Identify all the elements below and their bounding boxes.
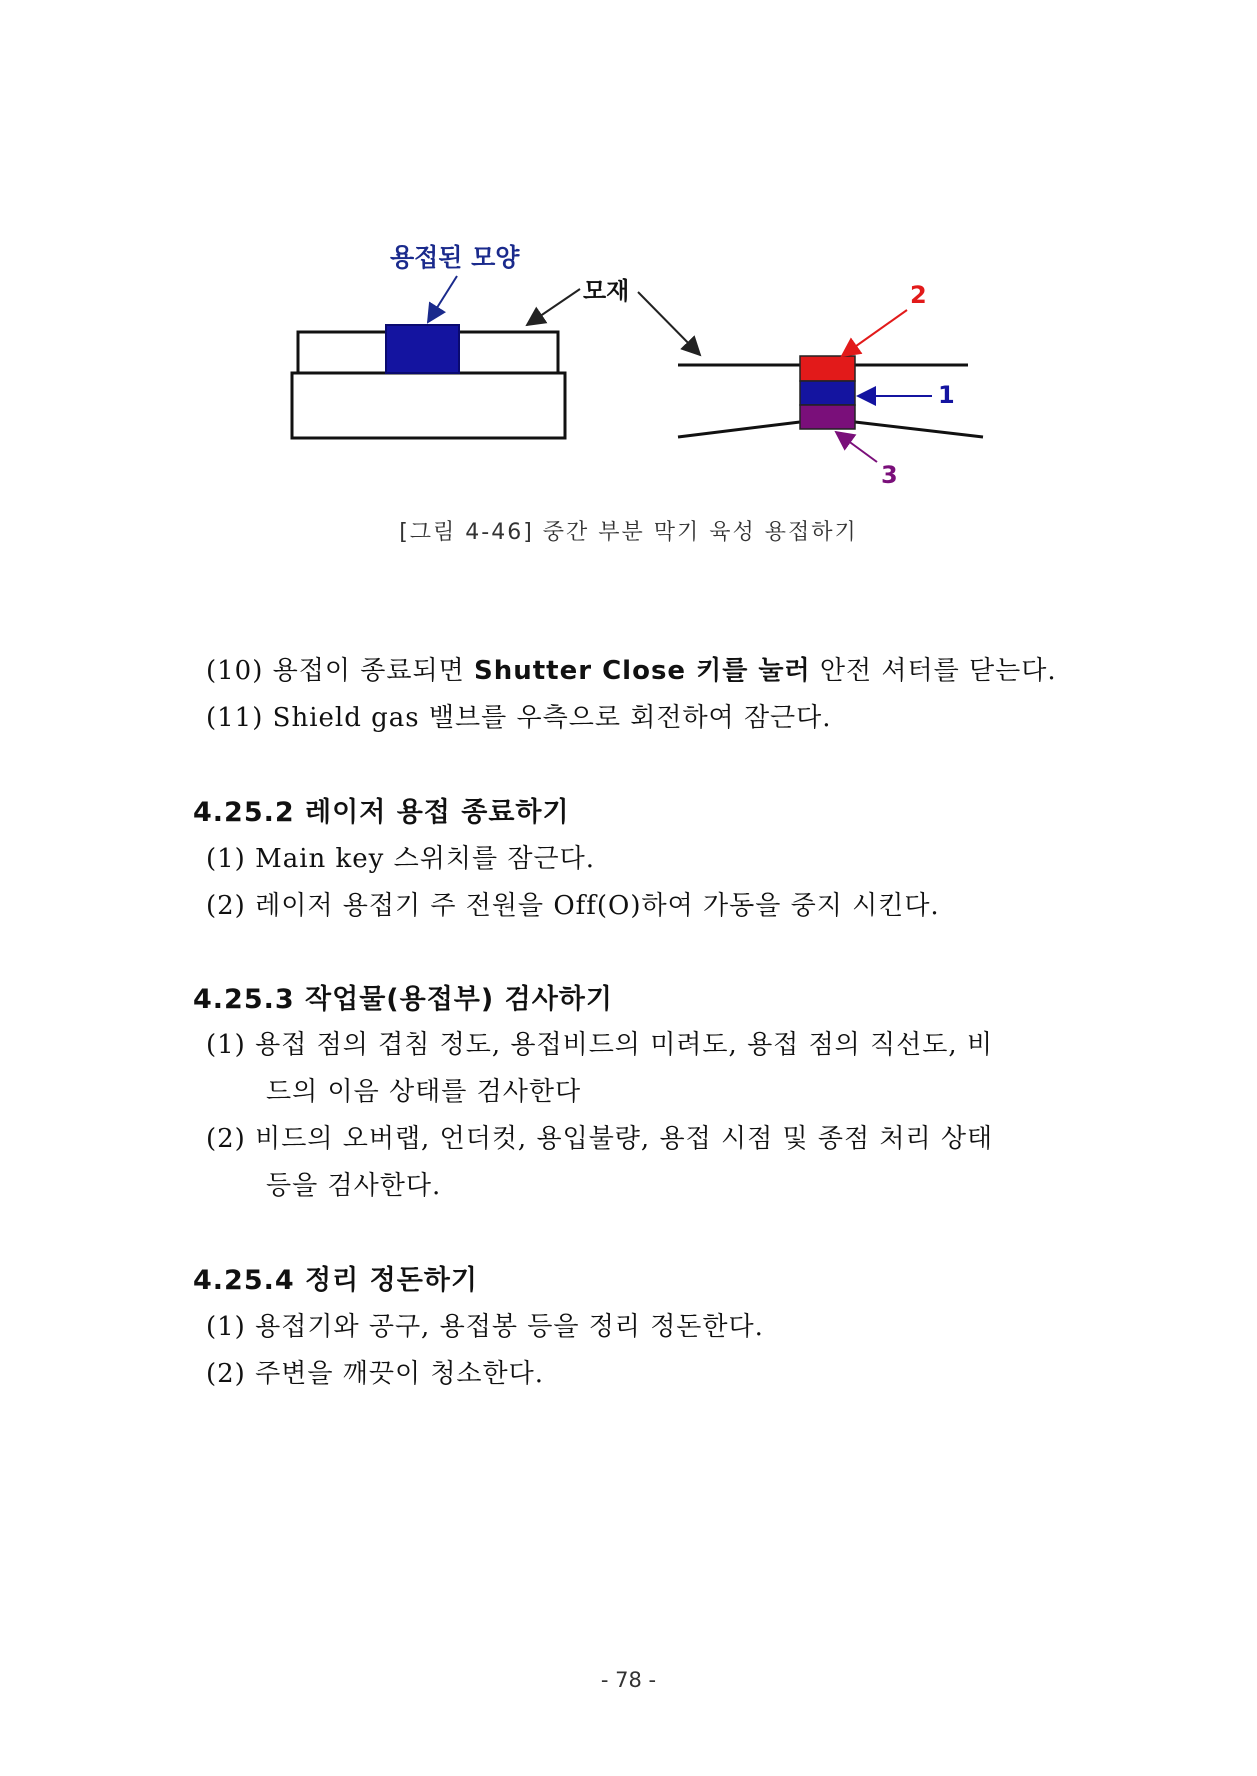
arrow-3 (836, 432, 877, 462)
arrow-base-metal-right (638, 292, 700, 355)
list-item: (1) Main key 스위치를 잠근다. (206, 844, 595, 874)
weld-bead (386, 325, 459, 373)
list-item: (1) 용접기와 공구, 용접봉 등을 정리 정돈한다. (206, 1312, 764, 1342)
label-1: 1 (938, 381, 955, 409)
arrow-2 (842, 310, 907, 356)
arrow-base-metal-left (527, 289, 580, 325)
weld-layer-1 (800, 381, 855, 405)
weld-layer-2 (800, 356, 855, 381)
figure-caption: [그림 4-46] 중간 부분 막기 육성 용접하기 (399, 520, 858, 545)
list-item-11: (11) Shield gas 밸브를 우측으로 회전하여 잠근다. (206, 703, 832, 733)
label-3: 3 (881, 461, 898, 489)
list-item-line: 등을 검사한다. (266, 1171, 442, 1201)
item10-pre: (10) 용접이 종료되면 (206, 656, 474, 686)
welding-figure (0, 0, 1257, 500)
item10-post: 안전 셔터를 닫는다. (810, 656, 1057, 686)
item10-bold: Shutter Close 키를 눌러 (473, 656, 811, 686)
list-item-line: (1) 용접 점의 겹침 정도, 용접비드의 미려도, 용접 점의 직선도, 비 (206, 1030, 994, 1060)
weld-layer-3 (800, 405, 855, 429)
label-2: 2 (910, 281, 927, 309)
list-item-line: (2) 비드의 오버랩, 언더컷, 용입불량, 용접 시점 및 종점 처리 상태 (206, 1124, 994, 1154)
list-item: (2) 레이저 용접기 주 전원을 Off(O)하여 가동을 중지 시킨다. (206, 891, 940, 921)
page-number: - 78 - (600, 1668, 657, 1692)
section-heading-4-25-3: 4.25.3 작업물(용접부) 검사하기 (193, 984, 613, 1015)
label-weld-shape: 용접된 모양 (390, 243, 520, 272)
list-item: (2) 주변을 깨끗이 청소한다. (206, 1359, 545, 1389)
plate-bottom-line-left (678, 422, 800, 437)
section-heading-4-25-4: 4.25.4 정리 정돈하기 (193, 1265, 478, 1296)
base-plate-lower (292, 373, 565, 438)
section-heading-4-25-2: 4.25.2 레이저 용접 종료하기 (193, 797, 570, 828)
label-base-metal: 모재 (583, 277, 630, 305)
list-item-10 (206, 650, 1057, 687)
list-item-line: 드의 이음 상태를 검사한다 (266, 1077, 582, 1107)
arrow-weld-shape (428, 276, 457, 322)
plate-bottom-line-right (855, 422, 983, 437)
